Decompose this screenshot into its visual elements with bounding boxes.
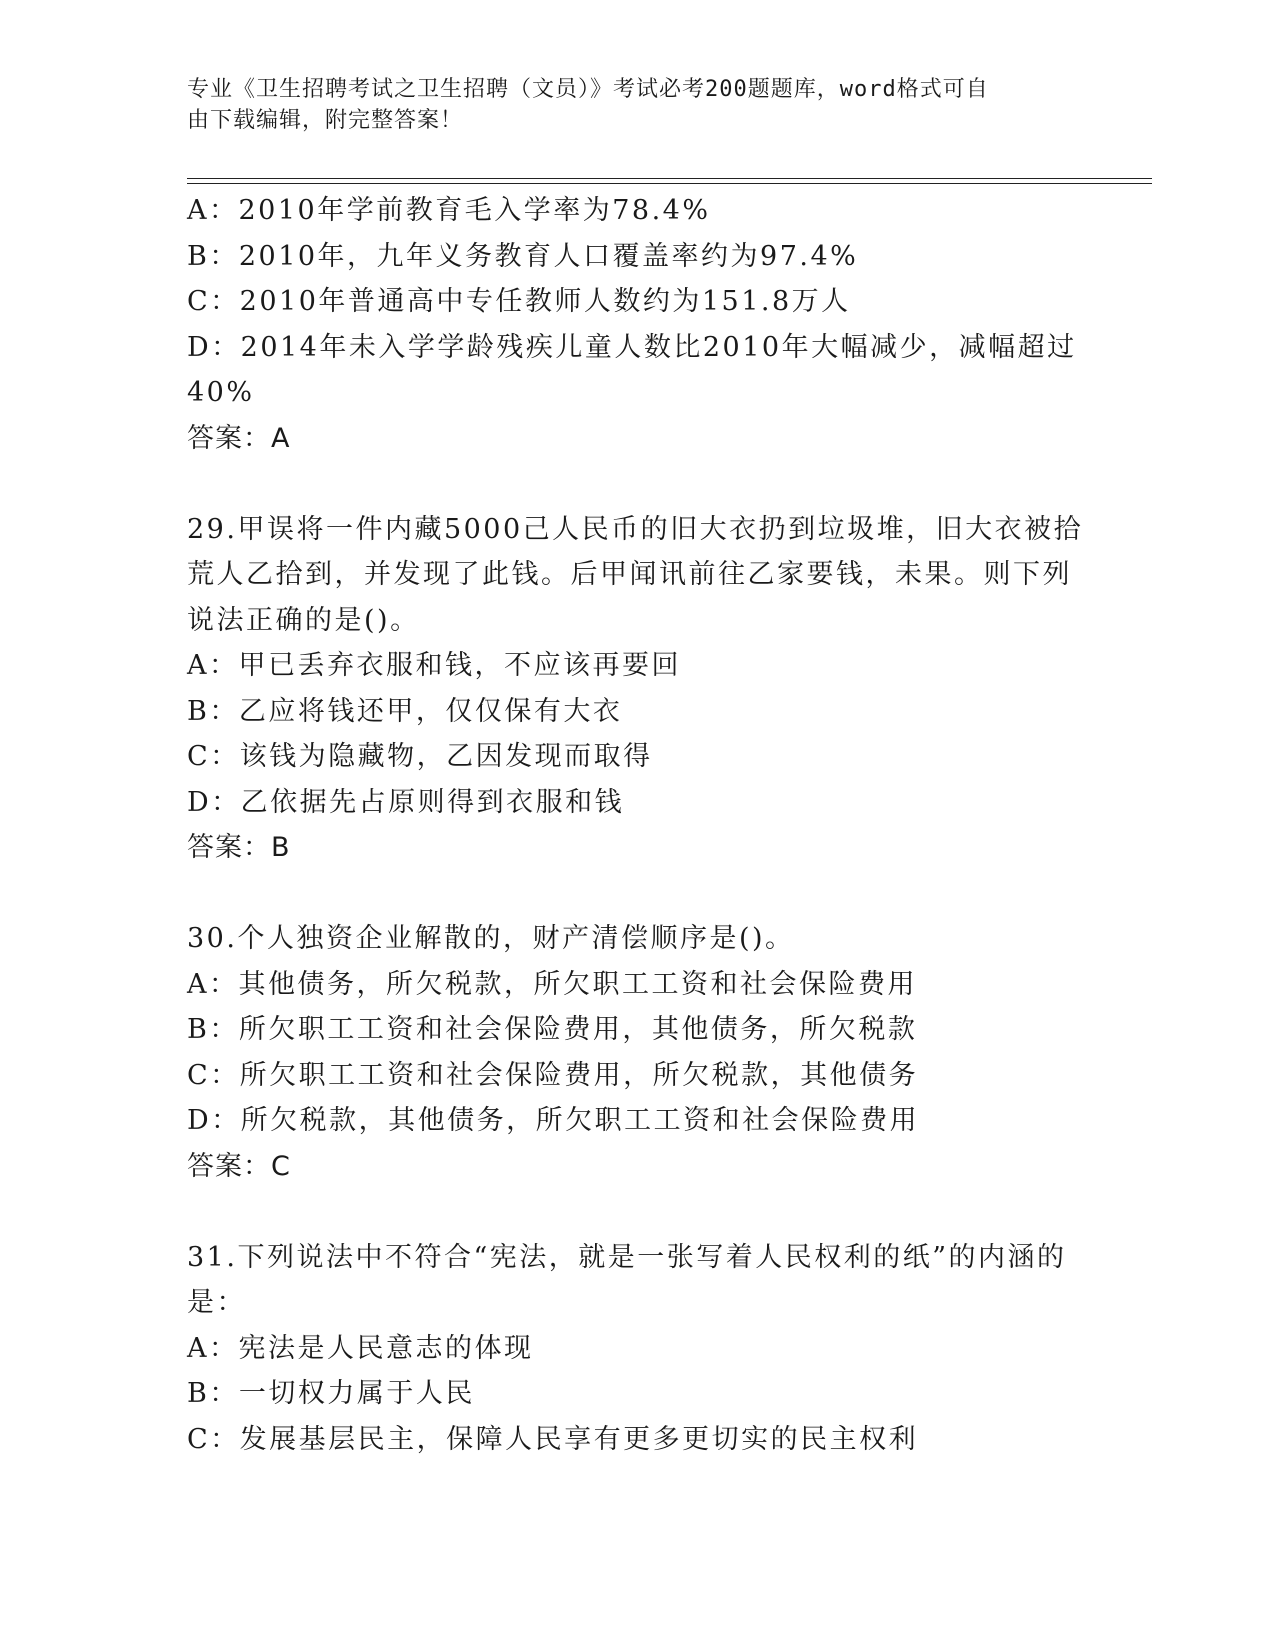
spacer — [187, 461, 1087, 507]
question-stem: 荒人乙拾到，并发现了此钱。后甲闻讯前往乙家要钱，未果。则下列 — [187, 559, 1072, 590]
option-c: C：2010年普通高中专任教师人数约为151.8万人 — [187, 286, 851, 317]
answer: 答案：A — [187, 422, 291, 454]
document-header — [187, 74, 1067, 136]
option-d: D：乙依据先占原则得到衣服和钱 — [187, 786, 625, 818]
header-line-2: 由下载编辑，附完整答案！ — [187, 108, 464, 133]
option-d-continued: 40% — [187, 377, 255, 408]
option-b: B：2010年，九年义务教育人口覆盖率约为97.4% — [187, 240, 859, 272]
question-stem: 说法正确的是()。 — [187, 604, 420, 636]
option-a: A：宪法是人民意志的体现 — [187, 1332, 534, 1364]
option-d: D：所欠税款，其他债务，所欠职工工资和社会保险费用 — [187, 1105, 920, 1136]
header-line-1: 专业《卫生招聘考试之卫生招聘（文员）》考试必考200题题库，word格式可自 — [187, 77, 989, 102]
question-list — [187, 188, 1087, 1462]
option-c: C：所欠职工工资和社会保险费用，所欠税款，其他债务 — [187, 1059, 919, 1091]
option-b: B：乙应将钱还甲，仅仅保有大衣 — [187, 695, 623, 727]
question-stem: 30.个人独资企业解散的，财产清偿顺序是()。 — [187, 923, 795, 954]
option-c: C：发展基层民主，保障人民享有更多更切实的民主权利 — [187, 1423, 919, 1455]
question-31 — [187, 1235, 1087, 1463]
option-a: A：2010年学前教育毛入学率为78.4% — [187, 195, 711, 226]
question-30 — [187, 916, 1087, 1189]
spacer — [187, 1189, 1087, 1235]
option-b: B：所欠职工工资和社会保险费用，其他债务，所欠税款 — [187, 1014, 918, 1045]
question-stem: 31.下列说法中不符合“宪法，就是一张写着人民权利的纸”的内涵的 — [187, 1241, 1067, 1273]
question-29 — [187, 507, 1087, 871]
header-divider-bottom — [187, 183, 1152, 184]
option-c: C：该钱为隐藏物，乙因发现而取得 — [187, 741, 653, 772]
option-b: B：一切权力属于人民 — [187, 1378, 475, 1409]
option-a: A：其他债务，所欠税款，所欠职工工资和社会保险费用 — [187, 968, 917, 1000]
question-stem: 29.甲误将一件内藏5000己人民币的旧大衣扔到垃圾堆，旧大衣被拾 — [187, 513, 1084, 545]
header-divider-top — [187, 178, 1152, 179]
option-d: D：2014年未入学学龄残疾儿童人数比2010年大幅减少，减幅超过 — [187, 331, 1077, 363]
spacer — [187, 871, 1087, 917]
question-stem: 是： — [187, 1287, 246, 1318]
answer: 答案：B — [187, 832, 291, 863]
question-28 — [187, 188, 1087, 461]
option-a: A：甲已丢弃衣服和钱，不应该再要回 — [187, 650, 681, 681]
answer: 答案：C — [187, 1150, 291, 1182]
